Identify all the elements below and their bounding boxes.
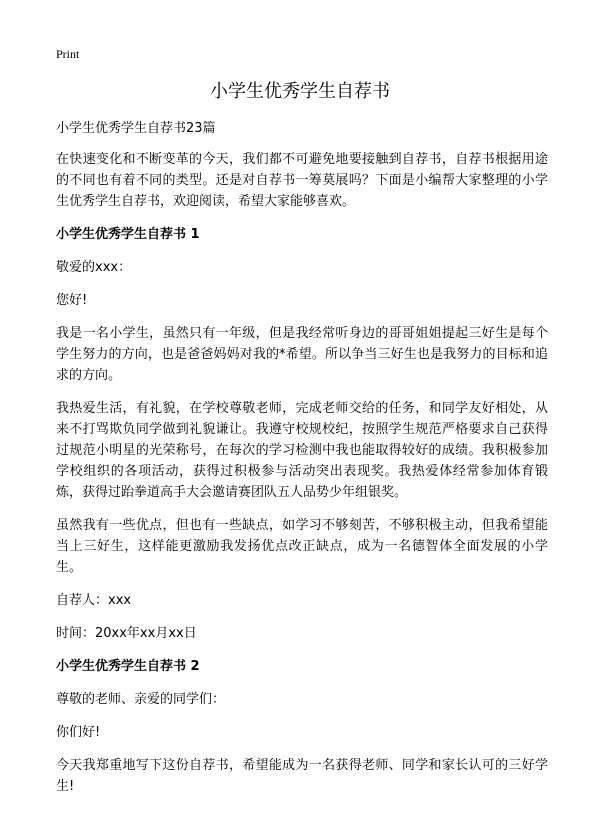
print-label[interactable]: Print bbox=[56, 47, 80, 61]
greeting-2: 你们好! bbox=[56, 725, 101, 740]
section1-paragraph-2: 我热爱生活，有礼貌，在学校尊敬老师，完成老师交给的任务，和同学友好相处，从来不打骂欺负同学做到礼貌谦让。我遵守校规校纪，按照学生规范严格要求自己获得过规范小明星的光荣称号，在每次的学习检测中我也能取得较好的成绩。我积极参加学校组织的各项活动，获得过积极参与活动突出表现奖。我热爱体经常参加体育锻炼，获得过跆拳道高手大会邀请赛团队五人品势少年组银奖。 bbox=[56, 401, 548, 500]
section1-paragraph-1: 我是一名小学生，虽然只有一年级，但是我经常听身边的哥哥姐姐提起三好生是每个学生努力的方向，也是爸爸妈妈对我的*希望。所以争当三好生也是我努力的目标和追求的方向。 bbox=[56, 326, 548, 383]
salutation-2: 尊敬的老师、亲爱的同学们： bbox=[56, 692, 226, 707]
section1-paragraph-3: 虽然我有一些优点，但也有一些缺点，如学习不够刻苦，不够积极主动，但我希望能当上三好生，这样能更激励我发扬优点改正缺点，成为一名德智体全面发展的小学生。 bbox=[56, 518, 548, 575]
salutation-1: 敬爱的xxx： bbox=[56, 260, 132, 275]
section-heading-1: 小学生优秀学生自荐书 1 bbox=[56, 227, 200, 242]
document-title: 小学生优秀学生自荐书 bbox=[210, 81, 390, 102]
signer-line: 自荐人：xxx bbox=[56, 593, 132, 608]
intro-paragraph: 在快速变化和不断变革的今天，我们都不可避免地要接触到自荐书，自荐书根据用途的不同也有着不同的类型。还是对自荐书一筹莫展吗？下面是小编帮大家整理的小学生优秀学生自荐书，欢迎阅读，希望大家能够喜欢。 bbox=[56, 152, 548, 209]
section-heading-2: 小学生优秀学生自荐书 2 bbox=[56, 659, 200, 674]
greeting-1: 您好! bbox=[56, 293, 88, 308]
document-subtitle: 小学生优秀学生自荐书23篇 bbox=[56, 121, 216, 136]
date-line: 时间：20xx年xx月xx日 bbox=[56, 626, 197, 641]
document-body bbox=[56, 118, 548, 809]
section2-paragraph-1: 今天我郑重地写下这份自荐书，希望能成为一名获得老师、同学和家长认可的三好学生! bbox=[56, 758, 548, 794]
